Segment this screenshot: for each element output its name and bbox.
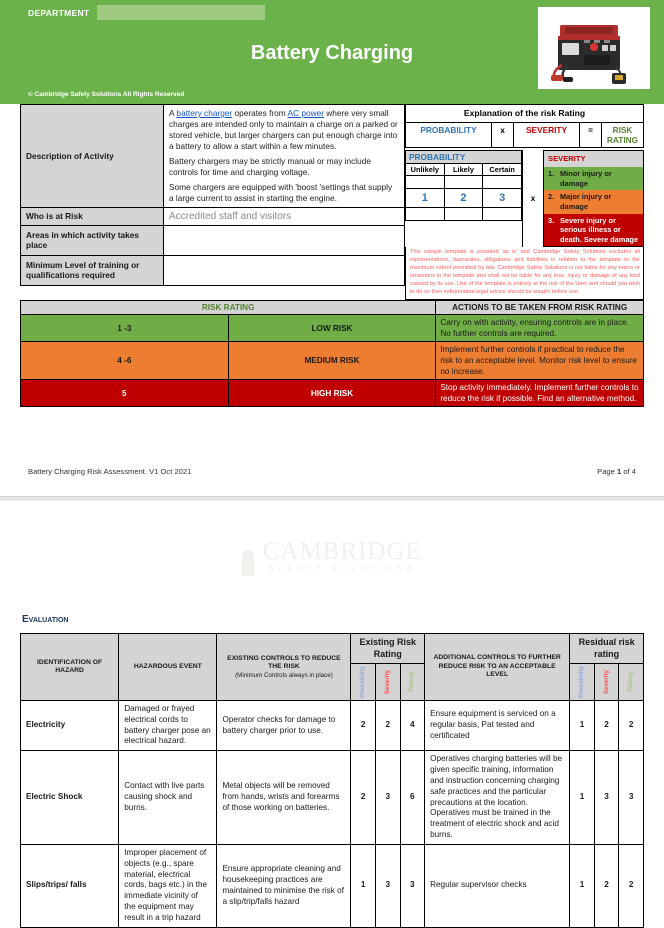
table-row [406,176,522,189]
header-residual-risk-rating-group: Residual risk rating [570,634,644,664]
row-label-areas: Areas in which activity takes place [21,225,164,255]
severity-item-1 [544,167,643,190]
row-3-existing-controls: Ensure appropriate cleaning and housekeeping practices are maintained to minimise the risk of a slip/trip/falls hazard [217,844,351,927]
probability-value-2: 2 [444,189,483,208]
document-page-2 [0,520,664,927]
formula-risk-rating: RISK RATING [606,125,639,145]
risk-rating-explanation-block [405,104,644,300]
row-3-residual-probability: 1 [570,844,595,927]
header-additional-controls: ADDITIONAL CONTROLS TO FURTHER REDUCE RISK TO AN ACCEPTABLE LEVEL [425,634,570,700]
risk-level-high: HIGH RISK [228,380,436,407]
row-1-residual-rating: 2 [619,700,644,750]
watermark-name [263,538,422,573]
table-row [21,844,644,927]
header-hazardous-event: HAZARDOUS EVENT [119,634,217,700]
row-2-residual-rating: 3 [619,751,644,845]
severity-heading: SEVERITY [544,151,643,167]
risk-action-low: Carry on with activity, ensuring controls are in place. No further controls are required. [436,315,644,342]
row-3-additional-controls: Regular supervisor checks [425,844,570,927]
evaluation-section-title: Evaluation [22,614,69,626]
row-3-hazard: Slips/trips/ falls [21,844,119,927]
row-value-who-at-risk[interactable] [164,207,405,225]
label-rating: Rating [408,672,416,692]
legal-disclaimer: This sample template is provided 'as is' and Cambridge Safety Solutions excludes all representations, warranties, obligations and liabilities in relation to the template to the maximum extent permitted by law. Cambridge Safety Solutions is not liable for any errors or omissions in the template and shall not be liable for any loss, injury or damage of any kind caused by its use. Use of the template is entirely at the risk of the User and should you wish to do so then independent legal advice should be sought before use. [405,247,644,300]
department-input[interactable] [97,5,265,20]
page-header-banner [0,0,664,104]
description-paragraph-3: Some chargers are equipped with 'boost 'settings that supply a large current to assist in starting the engine. [169,181,393,203]
severity-text-1: Minor injury or damage [560,169,612,188]
label-severity: Severity [602,669,610,694]
row-2-residual-severity: 3 [594,751,619,845]
ac-power-link[interactable]: AC power [287,108,324,118]
row-2-additional-controls: Operatives charging batteries will be given specific training, information and instruction concerning charging safe practices and the particular precautions at the location. Operatives must be trained in the treatment of electric shock and acid burns. [425,751,570,845]
table-row [21,315,644,342]
spacer-cell [406,208,445,221]
probability-table [405,163,522,221]
risk-level-low: LOW RISK [228,315,436,342]
severity-text-2: Major injury or damage [560,192,612,211]
label-severity: Severity [383,669,391,694]
activity-info-block [20,104,405,286]
row-1-existing-rating: 4 [400,700,425,750]
watermark-tagline: SAFETY SOLUTIONS [268,563,417,574]
probability-col-unlikely: Unlikely [406,164,445,176]
row-1-residual-severity: 2 [594,700,619,750]
header-existing-rating [400,663,425,700]
row-2-existing-probability: 2 [351,751,376,845]
description-and-explanation [20,104,644,300]
page-footer [20,407,644,476]
probability-heading: PROBABILITY [405,150,522,163]
row-2-existing-severity: 3 [375,751,400,845]
risk-matrix [405,150,644,247]
table-row [406,189,522,208]
row-3-existing-rating: 3 [400,844,425,927]
row-label-description: Description of Activity [21,105,164,208]
spacer-cell [483,208,522,221]
row-1-existing-controls: Operator checks for damage to battery charger prior to use. [217,700,351,750]
explanation-title: Explanation of the risk Rating [405,104,644,122]
row-2-event: Contact with live parts causing shock and burns. [119,751,217,845]
severity-item-3 [544,214,643,247]
header-identification-of-hazard: IDENTIFICATION OF HAZARD [21,634,119,700]
row-2-hazard: Electric Shock [21,751,119,845]
row-3-existing-probability: 1 [351,844,376,927]
row-value-description [164,105,405,208]
spacer-cell [483,176,522,189]
header-existing-controls [217,634,351,700]
row-value-areas[interactable] [164,225,405,255]
matrix-multiplier: x [522,150,544,247]
severity-box [544,150,644,247]
table-header-row-groups [21,634,644,664]
row-1-event: Damaged or frayed electrical cords to battery charger pose an electrical hazard. [119,700,217,750]
formula-severity: SEVERITY [514,123,580,147]
spacer-cell [406,176,445,189]
table-row [21,255,405,285]
table-row [406,164,522,176]
severity-number-3: 3. [548,215,555,225]
severity-text-3: Severe injury or serious illness or death. Severe damage [560,215,639,244]
label-probability: Probability [359,665,367,698]
description-paragraph-2: Battery chargers may be strictly manual or may include controls for time and charging voltage. [169,155,371,177]
severity-number-2: 2. [548,192,555,202]
battery-charger-image [538,7,650,89]
header-existing-controls-sub: (Minimum Controls always in place) [235,671,333,679]
table-row [21,225,405,255]
formula-equals: = [580,123,602,147]
probability-box [405,150,522,247]
label-probability: Probability [578,665,586,698]
table-row [21,751,644,845]
probability-col-likely: Likely [444,164,483,176]
table-row [21,207,405,225]
row-3-existing-severity: 3 [375,844,400,927]
probability-col-certain: Certain [483,164,522,176]
formula-times: x [492,123,514,147]
header-residual-severity [594,663,619,700]
battery-charger-link[interactable]: battery charger [176,108,233,118]
header-existing-probability [351,663,376,700]
department-label: DEPARTMENT [28,7,90,18]
row-2-residual-probability: 1 [570,751,595,845]
footer-document-title: Battery Charging Risk Assessment. V1 Oct 2021 [28,467,192,477]
risk-formula [405,122,644,148]
risk-range-low: 1 -3 [21,315,229,342]
page-title: Battery Charging [250,42,414,64]
header-residual-probability [570,663,595,700]
department-row [28,5,265,20]
risk-action-high: Stop activity immediately. Implement further controls to reduce the risk if possible. Find an alternative method. [436,380,644,407]
page-break-divider [0,476,664,520]
tower-icon [242,550,254,576]
copyright-notice: © Cambridge Safety Solutions All Rights Reserved [28,91,185,98]
header-existing-severity [375,663,400,700]
spacer-cell [444,176,483,189]
row-2-existing-controls: Metal objects will be removed from hands, wrists and forearms of those working on batteries. [217,751,351,845]
probability-value-1: 1 [406,189,445,208]
label-rating: Rating [627,672,635,692]
row-1-additional-controls: Ensure equipment is serviced on a regular basis, Pat tested and certificated [425,700,570,750]
formula-probability: PROBABILITY [406,123,492,147]
risk-range-high: 5 [21,380,229,407]
evaluation-table [20,633,644,927]
who-at-risk-text: Accredited staff and visitors [169,210,292,222]
row-1-residual-probability: 1 [570,700,595,750]
table-row [21,700,644,750]
risk-level-medium: MEDIUM RISK [228,342,436,380]
row-2-existing-rating: 6 [400,751,425,845]
row-3-residual-rating: 2 [619,844,644,927]
table-row [21,105,405,208]
row-3-residual-severity: 2 [594,844,619,927]
description-paragraph-1: A battery charger operates from AC power where very small charges are intended only to maintain a charge on a parked or stored vehicle, but larger chargers can put enough charge into a battery to allow a start within a few minutes. [169,108,398,151]
footer-page-suffix: of 4 [621,467,636,477]
row-1-existing-probability: 2 [351,700,376,750]
risk-range-medium: 4 -6 [21,342,229,380]
footer-page-prefix: Page [597,467,617,477]
footer-page-number [597,467,636,476]
actions-header: ACTIONS TO BE TAKEN FROM RISK RATING [436,301,644,315]
header-existing-controls-main: EXISTING CONTROLS TO REDUCE THE RISK [227,654,341,671]
watermark-name-text: CAMBRIDGE [262,538,422,566]
row-label-training: Minimum Level of training or qualifications required [21,255,164,285]
risk-action-medium: Implement further controls if practical to reduce the risk to an acceptable level. Monitor risk level to ensure no increase. [436,342,644,380]
table-row [406,208,522,221]
cambridge-watermark [20,520,644,580]
row-1-hazard: Electricity [21,700,119,750]
risk-rating-header: RISK RATING [21,301,436,315]
probability-value-3: 3 [483,189,522,208]
row-value-training[interactable] [164,255,405,285]
row-3-event: Improper placement of objects (e.g., spare material, electrical cords, bags etc.) in the immediate vicinity of the equipment may result in a trip hazard [119,844,217,927]
risk-rating-actions-table [20,300,644,407]
table-row [21,380,644,407]
row-1-existing-severity: 2 [375,700,400,750]
activity-info-table [20,104,405,286]
footer-current-page: 1 [616,467,622,477]
severity-number-1: 1. [548,169,555,178]
table-row [21,342,644,380]
header-existing-risk-rating-group: Existing Risk Rating [351,634,425,664]
table-row [21,301,644,315]
row-label-who-at-risk: Who is at Risk [21,207,164,225]
header-residual-rating [619,663,644,700]
spacer-cell [444,208,483,221]
severity-item-2 [544,190,643,213]
